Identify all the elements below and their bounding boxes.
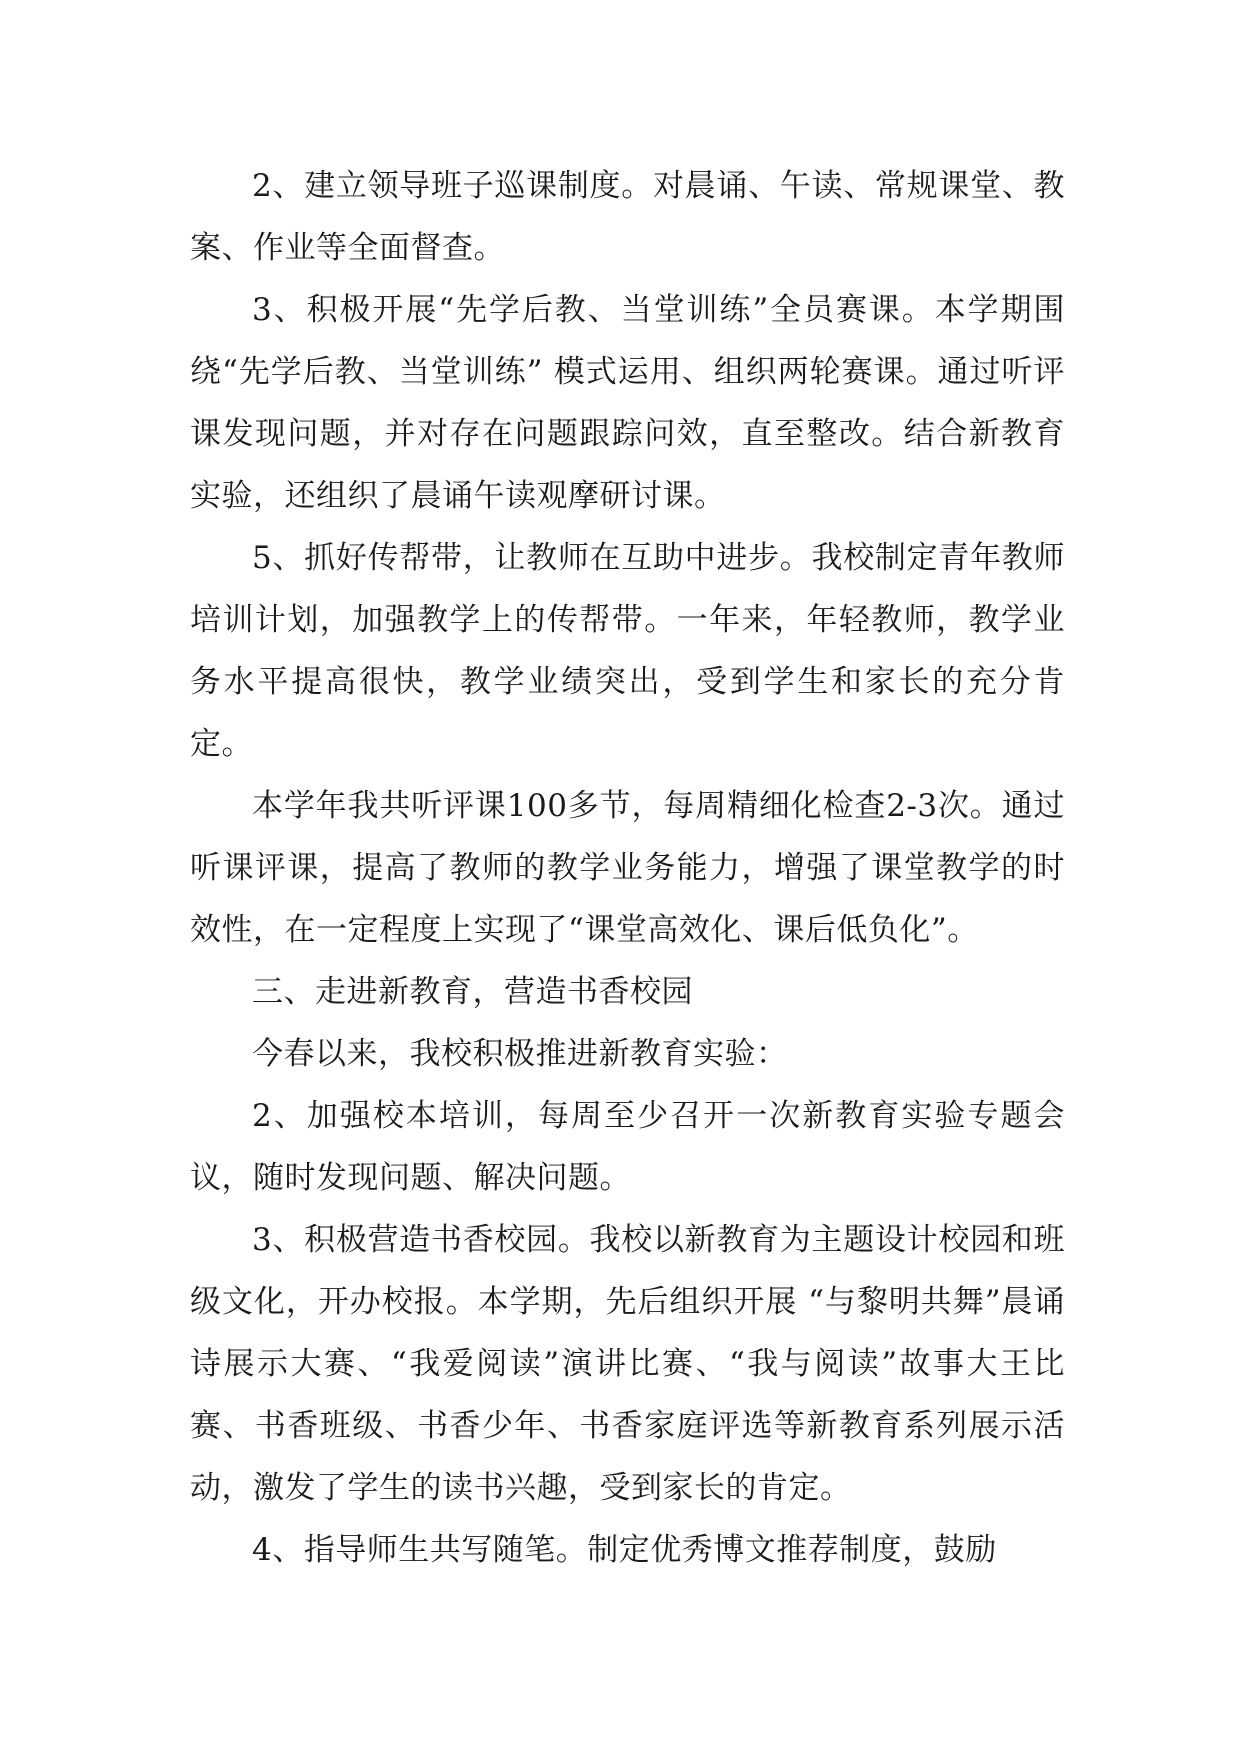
paragraph-intro-new-education: 今春以来，我校积极推进新教育实验： (252, 1036, 788, 1072)
paragraph-lesson-observation: 本学年我共听评课100多节，每周精细化检查2-3次。通过听课评课，提高了教师的教学业务能力，增强了课堂教学的时效性，在一定程度上实现了“课堂高效化、课后低负化”。 (190, 788, 1065, 948)
paragraph-mentoring: 5、抓好传帮带，让教师在互助中进步。我校制定青年教师培训计划，加强教学上的传帮带。一年来，年轻教师，教学业务水平提高很快，教学业绩突出，受到学生和家长的充分肯定。 (190, 540, 1065, 762)
section-heading-new-education: 三、走进新教育，营造书香校园 (252, 974, 693, 1010)
paragraph-patrol-system: 2、建立领导班子巡课制度。对晨诵、午读、常规课堂、教案、作业等全面督查。 (190, 168, 1065, 266)
document-body (190, 155, 1065, 1581)
paragraph-school-training: 2、加强校本培训，每周至少召开一次新教育实验专题会议，随时发现问题、解决问题。 (190, 1098, 1065, 1196)
paragraph-book-campus: 3、积极营造书香校园。我校以新教育为主题设计校园和班级文化，开办校报。本学期，先后组织开展 “与黎明共舞”晨诵诗展示大赛、“我爱阅读”演讲比赛、“我与阅读”故事大王比赛、书香班级、书香少年、书香家庭评选等新教育系列展示活动，激发了学生的读书兴趣，受到家长的肯定。 (190, 1222, 1065, 1506)
paragraph-essay-writing: 4、指导师生共写随笔。制定优秀博文推荐制度，鼓励 (252, 1532, 997, 1568)
paragraph-class-competition: 3、积极开展“先学后教、当堂训练”全员赛课。本学期围绕“先学后教、当堂训练” 模式运用、组织两轮赛课。通过听评课发现问题，并对存在问题跟踪问效，直至整改。结合新教育实验，还组织了晨诵午读观摩研讨课。 (190, 292, 1065, 514)
